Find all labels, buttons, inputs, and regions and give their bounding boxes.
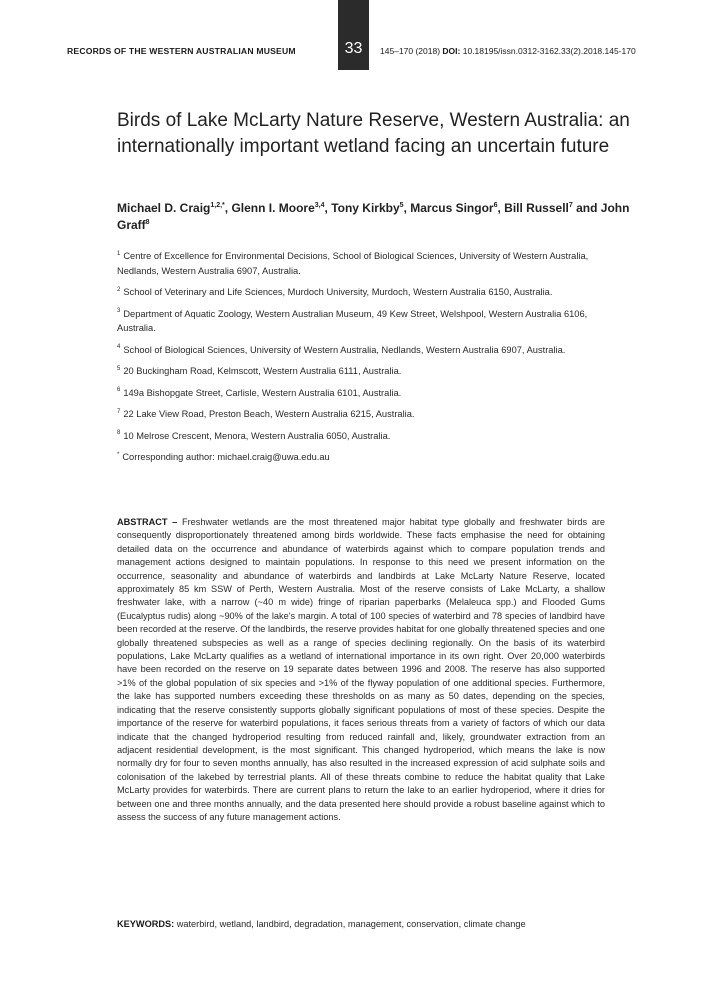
affiliation-text: 10 Melrose Crescent, Menora, Western Australia 6050, Australia. [123, 430, 391, 441]
affiliation-mark: * [117, 451, 120, 458]
author-affiliation-mark: 7 [568, 202, 573, 209]
author-affiliation-mark: 8 [145, 219, 150, 226]
affiliation-text: School of Biological Sciences, University of Western Australia, Nedlands, Western Australia 6907, Australia. [123, 344, 566, 355]
author-name: Marcus Singor [410, 201, 494, 215]
author-list [117, 200, 637, 234]
affiliation-item [117, 386, 617, 401]
author-name: John Graff [117, 201, 630, 232]
affiliation-item [117, 364, 617, 379]
author-separator: and [572, 201, 601, 215]
author-affiliation-mark: 3,4 [314, 202, 325, 209]
affiliation-mark: 7 [117, 408, 121, 415]
article-title: Birds of Lake McLarty Nature Reserve, Western Australia: an internationally important wetland facing an uncertain future [117, 110, 630, 157]
keywords [117, 918, 617, 931]
affiliation-mark: 6 [117, 387, 121, 394]
affiliation-item [117, 307, 617, 336]
affiliation-item [117, 407, 617, 422]
affiliation-item [117, 249, 617, 278]
author-affiliation-mark: 1,2,* [210, 202, 225, 209]
author-name: Michael D. Craig [117, 201, 211, 215]
journal-citation [380, 46, 636, 56]
page-number: 33 [344, 40, 363, 57]
affiliation-mark: 3 [117, 308, 121, 315]
keywords-text: waterbird, wetland, landbird, degradation, management, conservation, climate change [176, 919, 526, 929]
affiliation-text: Department of Aquatic Zoology, Western Australian Museum, 49 Kew Street, Welshpool, Western Australia 6106, Australia. [117, 308, 588, 333]
author-name: Tony Kirkby [331, 201, 400, 215]
affiliation-text: Centre of Excellence for Environmental Decisions, School of Biological Sciences, University of Western Australia, Nedlands, Western Australia 6907, Australia. [117, 251, 589, 276]
abstract-text: Freshwater wetlands are the most threatened major habitat type globally and freshwater birds are consequently disproportionately threatened among birds worldwide. These facts emphasise the need for obtaining detailed data on the occurrence and abundance of waterbirds against which to compare population trends and management actions designed to maintain populations. In response to this need we present information on the occurrence, seasonality and abundance of waterbirds and landbirds at Lake McLarty Nature Reserve, located approximately 85 km SSW of Perth, Western Australia. Most of the reserve consists of Lake McLarty, a shallow freshwater lake, with a narrow (~40 m wide) fringe of riparian paperbarks (Melaleuca spp.) and Flooded Gums (Eucalyptus rudis) along ~90% of the lake's margin. A total of 100 species of waterbird and 78 species of landbird have been recorded at the reserve. Of the landbirds, the reserve provides habitat for one globally threatened species and one globally threatened subspecies as well as a range of species declining regionally. On the basis of its waterbird populations, Lake McLarty qualifies as a wetland of international importance in its own right. Over 20,000 waterbirds have been recorded on the reserve on 19 separate dates between 1996 and 2008. The reserve has also supported >1% of the global population of six species and >1% of the flyway population of one additional species. Furthermore, the lake has supported numbers exceeding these thresholds on as many as 50 dates, depending on the species, indicating that the reserve consistently supports globally significant populations of most of these species. Despite the importance of the reserve for waterbird populations, it faces serious threats from a variety of factors of which our data indicate that the changed hydroperiod resulting from reduced rainfall and, likely, groundwater extraction from an adjacent residential development, is the most significant. This changed hydroperiod, which means the lake is now normally dry for four to seven months annually, has also resulted in the increased expression of acid sulphate soils and colonisation of the lakebed by terrestrial plants. All of these threats combine to reduce the habitat quality that Lake McLarty provides for waterbirds. There are current plans to return the lake to an earlier hydroperiod, where it dries for between one and three months annually, and the data presented here should provide a robust baseline against which to assess the success of any future management actions. [117, 517, 605, 822]
author-affiliation-mark: 6 [493, 202, 498, 209]
author-separator: , [324, 201, 332, 215]
doi-link[interactable]: 10.18195/issn.0312-3162.33(2).2018.145-170 [462, 46, 636, 56]
affiliation-mark: 2 [117, 286, 121, 293]
affiliation-item [117, 450, 617, 465]
author-name: Glenn I. Moore [231, 201, 315, 215]
author-separator: , [497, 201, 505, 215]
affiliation-text: School of Veterinary and Life Sciences, Murdoch University, Murdoch, Western Australia 6150, Australia. [123, 287, 553, 297]
affiliation-item [117, 429, 617, 444]
affiliation-text: 149a Bishopgate Street, Carlisle, Western Australia 6101, Australia. [123, 387, 402, 398]
affiliation-mark: 5 [117, 365, 121, 372]
doi-label: DOI: [442, 46, 461, 56]
page-number-tab [338, 0, 369, 70]
affiliation-list [117, 249, 617, 472]
affiliation-mark: 4 [117, 344, 121, 351]
affiliation-mark: 8 [117, 430, 121, 437]
abstract-label: ABSTRACT – [117, 517, 178, 527]
author-separator: , [224, 201, 232, 215]
pages-year: 145–170 (2018) [380, 46, 441, 56]
abstract [117, 516, 605, 824]
affiliation-item [117, 285, 617, 300]
journal-name: RECORDS OF THE WESTERN AUSTRALIAN MUSEUM [67, 46, 296, 56]
affiliation-text: 20 Buckingham Road, Kelmscott, Western Australia 6111, Australia. [123, 366, 402, 376]
author-affiliation-mark: 5 [399, 202, 404, 209]
affiliation-text: Corresponding author: michael.craig@uwa.edu.au [122, 452, 330, 462]
affiliation-item [117, 343, 617, 358]
affiliation-text: 22 Lake View Road, Preston Beach, Western Australia 6215, Australia. [123, 409, 415, 419]
author-separator: , [403, 201, 411, 215]
author-name: Bill Russell [504, 201, 569, 215]
affiliation-mark: 1 [117, 250, 121, 257]
keywords-label: KEYWORDS: [117, 919, 175, 929]
